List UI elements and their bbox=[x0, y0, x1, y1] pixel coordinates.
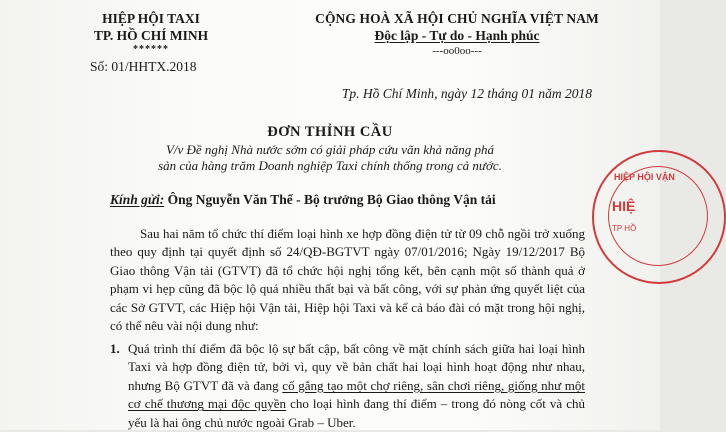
list-item-highlight: cố gắng tạo một chợ riêng, sân chơi riêng, giống như một cơ chế thương mại độc quyền bbox=[128, 377, 586, 412]
recipient bbox=[110, 192, 496, 208]
header-decoration: ---oo0oo--- bbox=[432, 45, 482, 57]
document-number: Số: 01/HHTX.2018 bbox=[90, 59, 197, 74]
recipient-label: Kính gửi: bbox=[110, 192, 165, 207]
national-header bbox=[292, 10, 622, 58]
nation-name: CỘNG HOÀ XÃ HỘI CHỦ NGHĨA VIỆT NAM bbox=[315, 11, 599, 26]
subject-line-2: sản của hàng trăm Doanh nghiệp Taxi chính thống trong cả nước. bbox=[158, 158, 502, 173]
stamp-text-small: TP HỒ bbox=[612, 224, 637, 233]
recipient-name: Ông Nguyễn Văn Thể - Bộ trưởng Bộ Giao thông Vận tải bbox=[167, 192, 496, 207]
list-item-text-after: cho loại hình đang thí điểm – trong đó nòng cốt và chủ yếu là hai ông chủ nước ngoài Grab – Uber. bbox=[128, 396, 585, 430]
issuer-name-line2: TP. HỒ CHÍ MINH bbox=[93, 28, 209, 43]
stamp-text-big: HIỆ bbox=[612, 198, 636, 214]
subject-line-1: V/v Đề nghị Nhà nước sớm có giải pháp cứu vãn khả năng phá bbox=[165, 142, 495, 157]
issuer-stars: ****** bbox=[133, 44, 169, 55]
subject-line bbox=[130, 142, 530, 174]
dateline: Tp. Hồ Chí Minh, ngày 12 tháng 01 năm 2018 bbox=[341, 86, 592, 101]
list-item-text bbox=[128, 340, 585, 432]
red-seal-stamp bbox=[592, 150, 726, 284]
document-title: ĐƠN THỈNH CẦU bbox=[267, 124, 393, 140]
list-item-text-before: Quá trình thí điểm đã bộc lộ sự bất cập, bất công về mặt chính sách giữa hai loại hình Taxi và hợp đồng điện tử, bởi vì, quy về bản chất hai loại hình hoạt động như nhau, nhưng Bộ GTVT đã và đang bbox=[128, 341, 585, 393]
list-item-1 bbox=[110, 340, 585, 432]
issuer-header bbox=[26, 10, 276, 75]
issuer-name-line1: HIỆP HỘI TAXI bbox=[102, 11, 200, 26]
body-paragraph: Sau hai năm tổ chức thí điểm loại hình xe hợp đồng điện tử từ 09 chỗ ngồi trở xuống theo quy định tại quyết định số 24/QĐ-BGTVT ngày 07/01/2016; Ngày 19/12/2017 Bộ Giao thông Vận tải (GTVT) đã tổ chức hội nghị tổng kết, bên cạnh một số thành quả ở phạm vi hẹp cũng đã bộc lộ quá nhiều thất bại và bất công, với sự phản ứng quyết liệt của các Sở GTVT, các Hiệp hội Vận tải, Hiệp hội Taxi và kể cả báo đài có mặt trong hội nghị, có thể nêu vài nội dung như: bbox=[110, 226, 585, 334]
list-item-number: 1. bbox=[110, 341, 120, 356]
stamp-text-top: HIỆP HỘI VẬN bbox=[614, 172, 675, 182]
national-motto: Độc lập - Tự do - Hạnh phúc bbox=[374, 28, 540, 43]
